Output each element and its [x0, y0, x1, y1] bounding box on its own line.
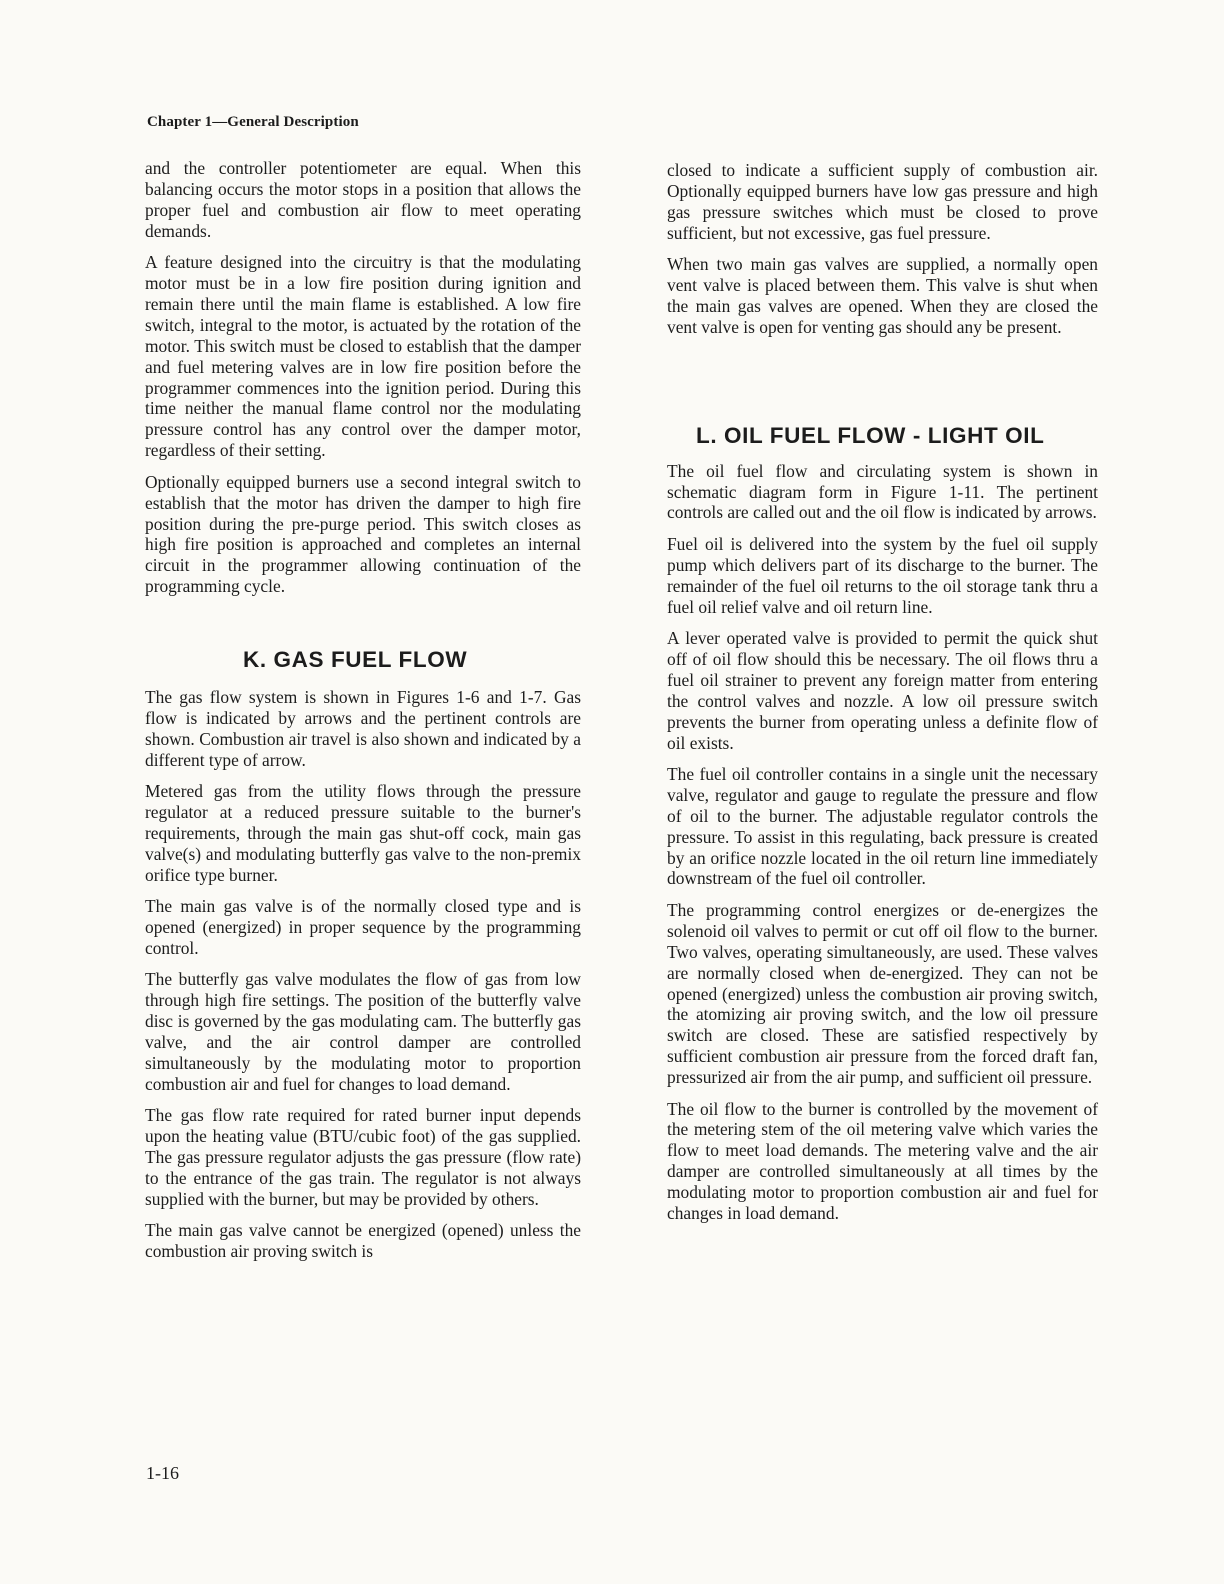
paragraph: When two main gas valves are supplied, a normally open vent valve is placed between them. This valve is shut when the main gas valves are opened. When they are closed the vent valve is open for venting gas should any be present.	[667, 254, 1098, 337]
paragraph: A lever operated valve is provided to permit the quick shut off of oil flow should this be necessary. The oil flows thru a fuel oil strainer to prevent any foreign matter from entering the control valves and nozzle. A low oil pressure switch prevents the burner from operating unless a definite flow of oil exists.	[667, 628, 1098, 753]
paragraph: Metered gas from the utility flows through the pressure regulator at a reduced pressure suitable to the burner's requirements, through the main gas shut-off cock, main gas valve(s) and modulating butterfly gas valve to the non-premix orifice type burner.	[145, 781, 581, 885]
paragraph: closed to indicate a sufficient supply of combustion air. Optionally equipped burners have low gas pressure and high gas pressure switches which must be closed to prove sufficient, but not excessive, gas fuel pressure.	[667, 160, 1098, 243]
page-number: 1-16	[146, 1463, 179, 1483]
paragraph: The oil flow to the burner is controlled by the movement of the metering stem of the oil metering valve which varies the flow to meet load demands. The metering valve and the air damper are controlled simultaneously at all times by the modulating motor to proportion combustion air and fuel for changes in load demand.	[667, 1098, 1098, 1224]
paragraph: The fuel oil controller contains in a single unit the necessary valve, regulator and gauge to regulate the pressure and flow of oil to the burner. The adjustable regulator controls the pressure. To assist in this regulating, back pressure is created by an orifice nozzle located in the oil return line immediately downstream of the fuel oil controller.	[667, 763, 1098, 889]
paragraph: The gas flow rate required for rated burner input depends upon the heating value (BTU/cubic foot) of the gas supplied. The gas pressure regulator adjusts the gas pressure (flow rate) to the entrance of the gas train. The regulator is not always supplied with the burner, but may be provided by others.	[145, 1105, 581, 1209]
paragraph: The main gas valve is of the normally closed type and is opened (energized) in proper sequence by the programming control.	[145, 896, 581, 958]
section-heading-gas-fuel-flow: K. GAS FUEL FLOW	[243, 647, 468, 673]
right-column	[667, 160, 1098, 1234]
paragraph: The main gas valve cannot be energized (opened) unless the combustion air proving switch is	[145, 1220, 581, 1262]
left-column	[145, 158, 581, 1273]
section-heading-oil-fuel-flow: L. OIL FUEL FLOW - LIGHT OIL	[696, 422, 1045, 448]
paragraph: The butterfly gas valve modulates the flow of gas from low through high fire settings. The position of the butterfly valve disc is governed by the gas modulating cam. The butterfly gas valve, and the air control damper are controlled simultaneously by the modulating motor to proportion combustion air and fuel for changes to load demand.	[145, 969, 581, 1094]
paragraph: A feature designed into the circuitry is that the modulating motor must be in a low fire position during ignition and remain there until the main flame is established. A low fire switch, integral to the motor, is actuated by the rotation of the motor. This switch must be closed to establish that the damper and fuel metering valves are in low fire position before the programmer commences into the ignition period. During this time neither the manual flame control nor the modulating pressure control has any control over the damper motor, regardless of their setting.	[145, 252, 581, 461]
paragraph: The programming control energizes or de-energizes the solenoid oil valves to permit or cut off oil flow to the burner. Two valves, operating simultaneously, are used. These valves are normally closed when de-energized. They can not be opened (energized) unless the combustion air proving switch, the atomizing air proving switch, and the low oil pressure switch are closed. These are satisfied respectively by sufficient combustion air pressure from the forced draft fan, pressurized air from the air pump, and sufficient oil pressure.	[667, 899, 1098, 1088]
paragraph: Fuel oil is delivered into the system by the fuel oil supply pump which delivers part of its discharge to the burner. The remainder of the fuel oil returns to the oil storage tank thru a fuel oil relief valve and oil return line.	[667, 533, 1098, 617]
paragraph: and the controller potentiometer are equal. When this balancing occurs the motor stops in a position that allows the proper fuel and combustion air flow to meet operating demands.	[145, 158, 581, 241]
paragraph: Optionally equipped burners use a second integral switch to establish that the motor has driven the damper to high fire position during the pre-purge period. This switch closes as high fire position is approached and completes an internal circuit in the programmer allowing continuation of the programming cycle.	[145, 471, 581, 597]
paragraph: The gas flow system is shown in Figures 1-6 and 1-7. Gas flow is indicated by arrows and the pertinent controls are shown. Combustion air travel is also shown and indicated by a different type of arrow.	[145, 687, 581, 770]
paragraph: The oil fuel flow and circulating system is shown in schematic diagram form in Figure 1-11. The pertinent controls are called out and the oil flow is indicated by arrows.	[667, 460, 1098, 523]
chapter-header: Chapter 1—General Description	[147, 114, 359, 130]
